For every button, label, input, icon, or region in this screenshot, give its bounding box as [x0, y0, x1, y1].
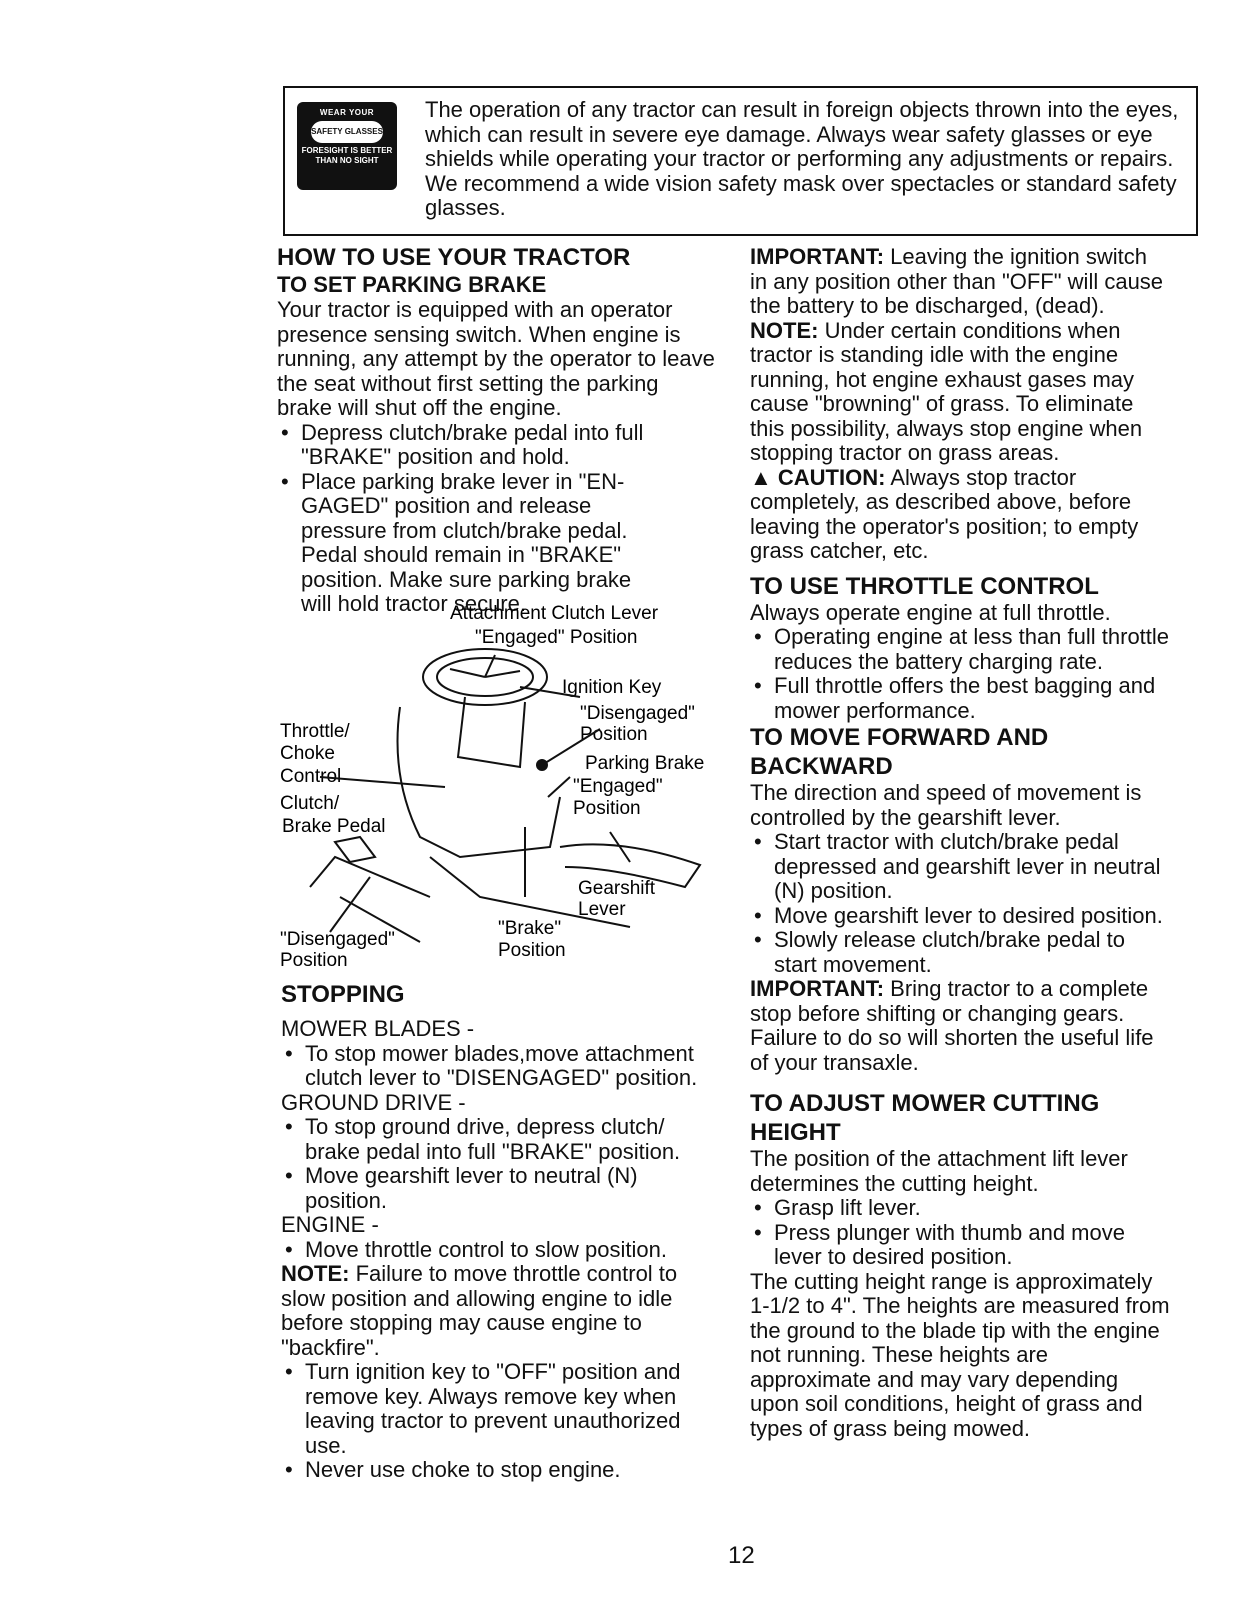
note-label: NOTE:: [281, 1261, 350, 1286]
label-parking-brake: Parking Brake: [585, 753, 705, 774]
list-item: • Slowly release clutch/brake pedal to start movement.: [750, 928, 1170, 977]
important-label: IMPORTANT:: [750, 244, 885, 269]
tractor-controls-diagram: [280, 597, 725, 977]
label-parking-engaged: "Engaged": [573, 776, 663, 797]
icon-text-line: FORESIGHT IS BETTER: [301, 146, 393, 155]
label-choke: Choke: [280, 743, 335, 764]
height-text: The cutting height range is approximately 1-1/2 to 4". The heights are measured from the ground to the blade tip with the engine not running. These heights are approximate and may vary depending upon soil conditions, height of grass and types of grass being mowed.: [750, 1268, 1170, 1441]
warning-text: The operation of any tractor can result in foreign objects thrown into the eyes, which can result in severe eye damage. Always wear safety glasses or eye shields while operating your tractor or performing any adjustments or repairs. We recommend a wide vision safety mask over spectacles or standard safety glasses.: [425, 97, 1179, 220]
label-ignition-disengaged: "Disengaged": [580, 703, 695, 724]
throttle-title: TO USE THROTTLE CONTROL: [750, 572, 1099, 600]
move-intro: The direction and speed of movement is controlled by the gearshift lever.: [750, 780, 1142, 830]
caution-label: CAUTION:: [777, 464, 886, 490]
important-label: IMPORTANT:: [750, 976, 885, 1001]
list-item: • Move gearshift lever to neutral (N) position.: [281, 1164, 665, 1213]
label-brake-position: "Brake": [498, 918, 562, 939]
label-disengaged-position: Position: [280, 950, 348, 971]
height-intro: The position of the attachment lift lever determines the cutting height.: [750, 1146, 1128, 1196]
list-item: • Grasp lift lever.: [750, 1196, 1170, 1221]
list-item: • Operating engine at less than full throttle reduces the battery charging rate.: [750, 625, 1170, 674]
height-title: TO ADJUST MOWER CUTTING: [750, 1090, 1100, 1117]
left-column-lower: [281, 980, 721, 1483]
icon-text-line: THAN NO SIGHT: [315, 156, 379, 165]
caution-icon: ▲: [750, 464, 778, 490]
important-ignition-note: [750, 245, 1170, 319]
ground-drive-label: GROUND DRIVE -: [281, 1089, 466, 1115]
label-throttle: Throttle/: [280, 721, 350, 742]
label-brake-pedal: Brake Pedal: [282, 816, 386, 837]
list-item: • Full throttle offers the best bagging and mower performance.: [750, 674, 1170, 723]
label-attachment-clutch: Attachment Clutch Lever: [450, 603, 659, 624]
label-ignition-key: Ignition Key: [562, 677, 662, 698]
label-attachment-engaged: "Engaged" Position: [475, 627, 638, 648]
list-item: • Start tractor with clutch/brake pedal depressed and gearshift lever in neutral (N) position.: [750, 830, 1170, 904]
list-item: • Turn ignition key to "OFF" position and remove key. Always remove key when leaving tractor to prevent unauthorized use.: [281, 1360, 721, 1458]
list-item: • Move throttle control to slow position.: [281, 1238, 721, 1263]
caution-note: [750, 466, 1170, 564]
move-title-2: BACKWARD: [750, 753, 893, 780]
left-column: [277, 243, 717, 617]
parking-brake-title: TO SET PARKING BRAKE: [277, 272, 547, 297]
icon-text-line: WEAR YOUR: [319, 108, 375, 117]
note-text: Failure to move throttle control to slow position and allowing engine to idle before stopping may cause engine to "backfire".: [281, 1261, 678, 1360]
mower-blades-label: MOWER BLADES -: [281, 1016, 475, 1041]
important-text: Leaving the ignition switch in any position other than "OFF" will cause the battery to be discharged, (dead).: [750, 244, 1164, 318]
label-clutch: Clutch/: [280, 793, 340, 814]
safety-warning-box: [283, 86, 1198, 236]
list-item: • Press plunger with thumb and move lever to desired position.: [750, 1221, 1170, 1270]
list-item: • To stop mower blades,move attachment clutch lever to "DISENGAGED" position.: [281, 1042, 700, 1091]
important-gears-note: [750, 977, 1170, 1075]
exhaust-note: [750, 319, 1170, 466]
caution-text: Always stop tractor completely, as described above, before leaving the operator's position; to empty grass catcher, etc.: [750, 464, 1139, 563]
ignition-key-icon: [536, 759, 548, 771]
note-text: Under certain conditions when tractor is standing idle with the engine running, hot engine exhaust gases may cause "browning" of grass. To eliminate this possibility, always stop engine when stopping tractor on grass areas.: [750, 317, 1143, 465]
label-control: Control: [280, 766, 342, 787]
list-item: • Never use choke to stop engine.: [281, 1458, 721, 1483]
move-title: TO MOVE FORWARD AND: [750, 724, 1049, 751]
page-number: 12: [728, 1542, 755, 1569]
icon-text-line: SAFETY GLASSES: [311, 121, 383, 143]
note-label: NOTE:: [750, 317, 819, 343]
label-gearshift-lever: Lever: [578, 899, 626, 920]
important-text: Bring tractor to a complete stop before shifting or changing gears. Failure to do so will shorten the useful life of your transaxle.: [750, 976, 1154, 1075]
parking-brake-intro: Your tractor is equipped with an operator presence sensing switch. When engine is running, any attempt by the operator to leave the seat without first setting the parking brake will shut off the engine.: [277, 297, 715, 420]
section-heading: HOW TO USE YOUR TRACTOR: [277, 244, 631, 271]
throttle-intro: Always operate engine at full throttle.: [750, 599, 1111, 625]
list-item: • To stop ground drive, depress clutch/ brake pedal into full "BRAKE" position.: [281, 1115, 721, 1164]
stopping-title: STOPPING: [281, 981, 405, 1008]
label-parking-position: Position: [573, 798, 641, 819]
list-item: • Depress clutch/brake pedal into full "BRAKE" position and hold.: [277, 421, 717, 470]
height-title-2: HEIGHT: [750, 1119, 841, 1146]
stopping-note: [281, 1262, 721, 1360]
right-column: [750, 245, 1170, 1441]
list-item: • Move gearshift lever to desired position.: [750, 904, 1170, 929]
label-ignition-position: Position: [580, 724, 648, 745]
label-brake-position-2: Position: [498, 940, 566, 961]
label-gearshift: Gearshift: [578, 878, 656, 899]
label-disengaged: "Disengaged": [280, 929, 395, 950]
safety-glasses-icon: [297, 102, 397, 190]
list-item: • Place parking brake lever in "EN-GAGED" position and release pressure from clutch/brake pedal. Pedal should remain in "BRAKE" position. Make sure parking brake will hold tractor secure.: [277, 470, 661, 617]
engine-label: ENGINE -: [281, 1212, 379, 1237]
